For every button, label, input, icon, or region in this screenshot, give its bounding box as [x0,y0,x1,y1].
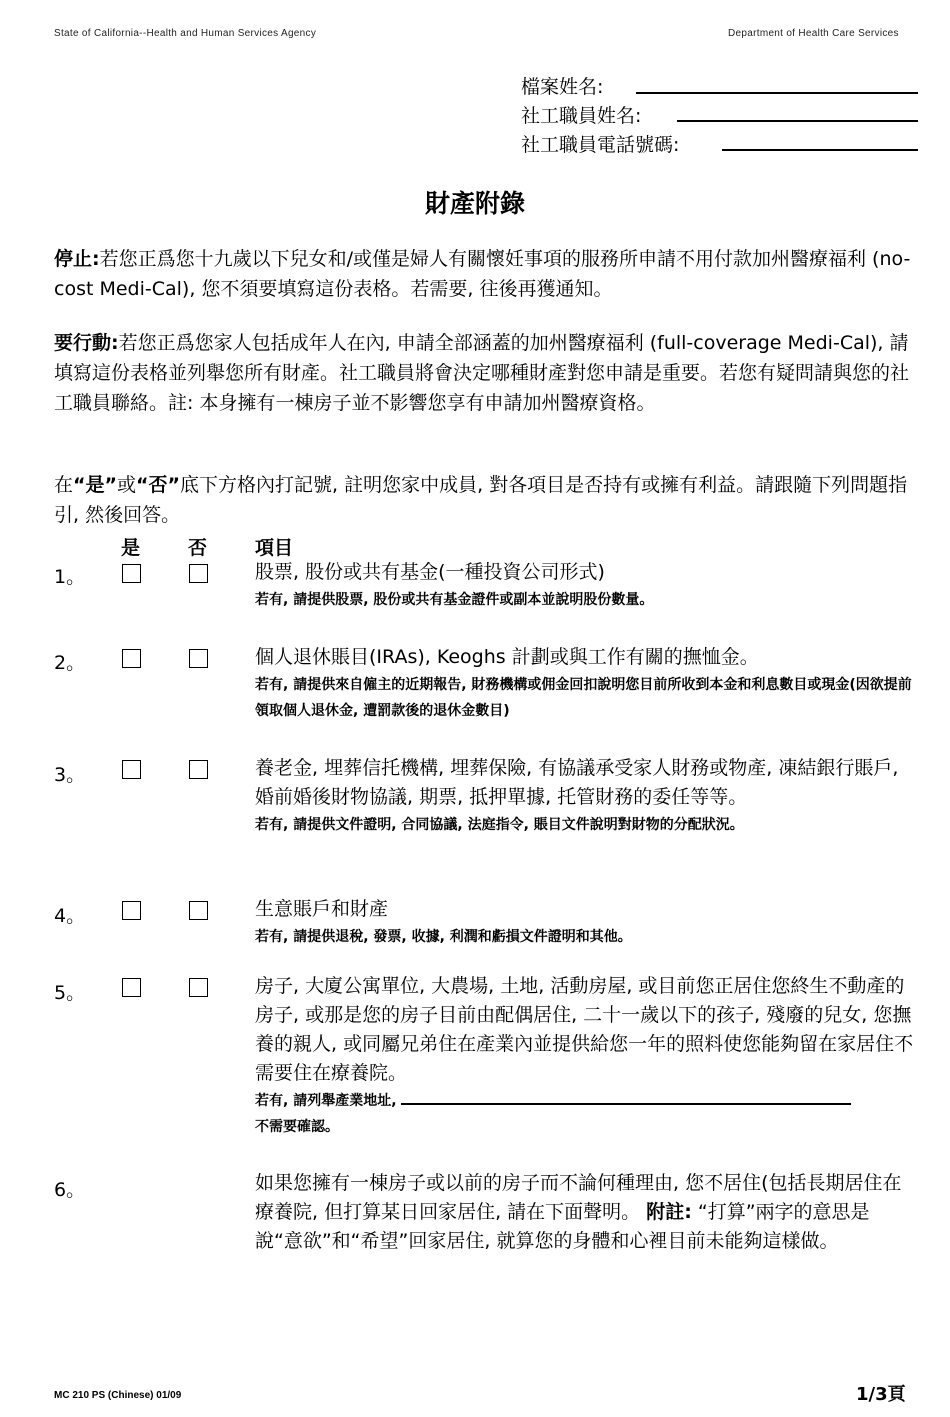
item-4-note: 若有, 請提供退稅, 發票, 收據, 利潤和虧損文件證明和其他。 [255,929,632,945]
yes-quoted: “是” [73,474,117,496]
case-name-field[interactable] [636,92,918,94]
stop-paragraph [54,244,924,304]
item-3-text: 養老金, 埋葬信托機構, 埋葬保險, 有協議承受家人財務或物產, 凍結銀行賬戶, 婚前婚後財物協議, 期票, 抵押單據, 托管財務的委任等等。 [255,757,899,808]
worker-name-field[interactable] [677,120,918,122]
page-title: 財產附錄 [424,189,525,218]
item-5-address-label: 若有, 請列舉產業地址, [255,1093,397,1109]
no-quoted: “否” [136,474,180,496]
item-3-yes-checkbox[interactable] [122,760,141,779]
action-paragraph [54,328,924,418]
item-6-text: 如果您擁有一棟房子或以前的房子而不論何種理由, 您不居住(包括長期居住在療養院, 但打算某日回家居住, 請在下面聲明。 [255,1172,902,1223]
item-1-number: 1。 [54,566,86,588]
action-text: 若您正爲您家人包括成年人在內, 申請全部涵蓋的加州醫療福利 (full-coverage Medi-Cal), 請填寫這份表格並列舉您所有財產。社工職員將會決定哪種財產對您申請是重要。若您有疑問請與您的社工職員聯絡。註: 本身擁有一棟房子並不影響您享有申請加州醫療資格。 [54,332,910,414]
action-label: 要行動: [54,332,119,354]
item-5-address-field[interactable] [401,1103,851,1105]
stop-label: 停止: [54,248,100,270]
instruction-pre: 在 [54,474,74,496]
case-name-label: 檔案姓名: [521,76,604,98]
item-2-text: 個人退休賬目(IRAs), Keoghs 計劃或與工作有關的撫恤金。 [255,646,759,668]
item-1 [255,558,915,613]
item-6-number: 6。 [54,1179,86,1201]
col-no: 否 [188,537,208,559]
page-number: 1/3頁 [856,1384,906,1405]
item-2-yes-checkbox[interactable] [122,649,141,668]
item-4-text: 生意賬戶和財產 [255,898,389,920]
worker-name-label: 社工職員姓名: [521,105,642,127]
item-5-yes-checkbox[interactable] [122,978,141,997]
item-4-yes-checkbox[interactable] [122,901,141,920]
item-3 [255,754,915,838]
item-1-yes-checkbox[interactable] [122,564,141,583]
item-2-no-checkbox[interactable] [189,649,208,668]
item-5-no-checkbox[interactable] [189,978,208,997]
item-6 [255,1169,915,1256]
item-3-no-checkbox[interactable] [189,760,208,779]
col-yes: 是 [121,537,141,559]
item-1-text: 股票, 股份或共有基金(一種投資公司形式) [255,561,605,583]
item-1-note: 若有, 請提供股票, 股份或共有基金證件或副本並說明股份數量。 [255,592,654,608]
item-3-number: 3。 [54,764,86,786]
worker-phone-label: 社工職員電話號碼: [521,134,680,156]
agency-header: State of California--Health and Human Services Agency [54,28,317,39]
item-4 [255,895,915,950]
col-item: 項目 [255,537,294,559]
item-2-number: 2。 [54,652,86,674]
item-4-no-checkbox[interactable] [189,901,208,920]
item-4-number: 4。 [54,905,86,927]
stop-text: 若您正爲您十九歲以下兒女和/或僅是婦人有關懷妊事項的服務所申請不用付款加州醫療福利 (no-cost Medi-Cal), 您不須要填寫這份表格。若需要, 往後再獲通知。 [54,248,911,300]
item-5-note2: 不需要確認。 [255,1119,339,1135]
item-5-text: 房子, 大廈公寓單位, 大農場, 土地, 活動房屋, 或目前您正居住您終生不動產的房子, 或那是您的房子目前由配偶居住, 二十一歲以下的孩子, 殘廢的兒女, 您撫養的親人, 或同屬兄弟住在產業內並提供給您一年的照料使您能夠留在家居住不需要住在療養院。 [255,975,914,1084]
instruction-paragraph [54,470,924,530]
department-header: Department of Health Care Services [728,28,899,39]
item-5 [255,972,915,1140]
item-6-text2: “打算”兩字的意思是說“意欲”和“希望”回家居住, 就算您的身體和心裡目前未能夠這樣做。 [255,1201,870,1252]
item-5-note [255,1088,915,1114]
item-1-no-checkbox[interactable] [189,564,208,583]
item-2 [255,643,915,724]
item-3-note: 若有, 請提供文件證明, 合同協議, 法庭指令, 賬目文件說明對財物的分配狀況。 [255,817,744,833]
item-5-number: 5。 [54,982,86,1004]
form-id: MC 210 PS (Chinese) 01/09 [54,1390,182,1401]
item-6-note-label: 附註: [646,1201,692,1223]
item-2-note: 若有, 請提供來自僱主的近期報告, 財務機構或佣金回扣說明您目前所收到本金和利息數目或現金(因欲提前領取個人退休金, 遭罰款後的退休金數目) [255,677,912,719]
instruction-post: 底下方格內打記號, 註明您家中成員, 對各項目是否持有或擁有利益。請跟隨下列問題指引, 然後回答。 [54,474,908,526]
worker-phone-field[interactable] [722,149,918,151]
instruction-mid: 或 [117,474,137,496]
